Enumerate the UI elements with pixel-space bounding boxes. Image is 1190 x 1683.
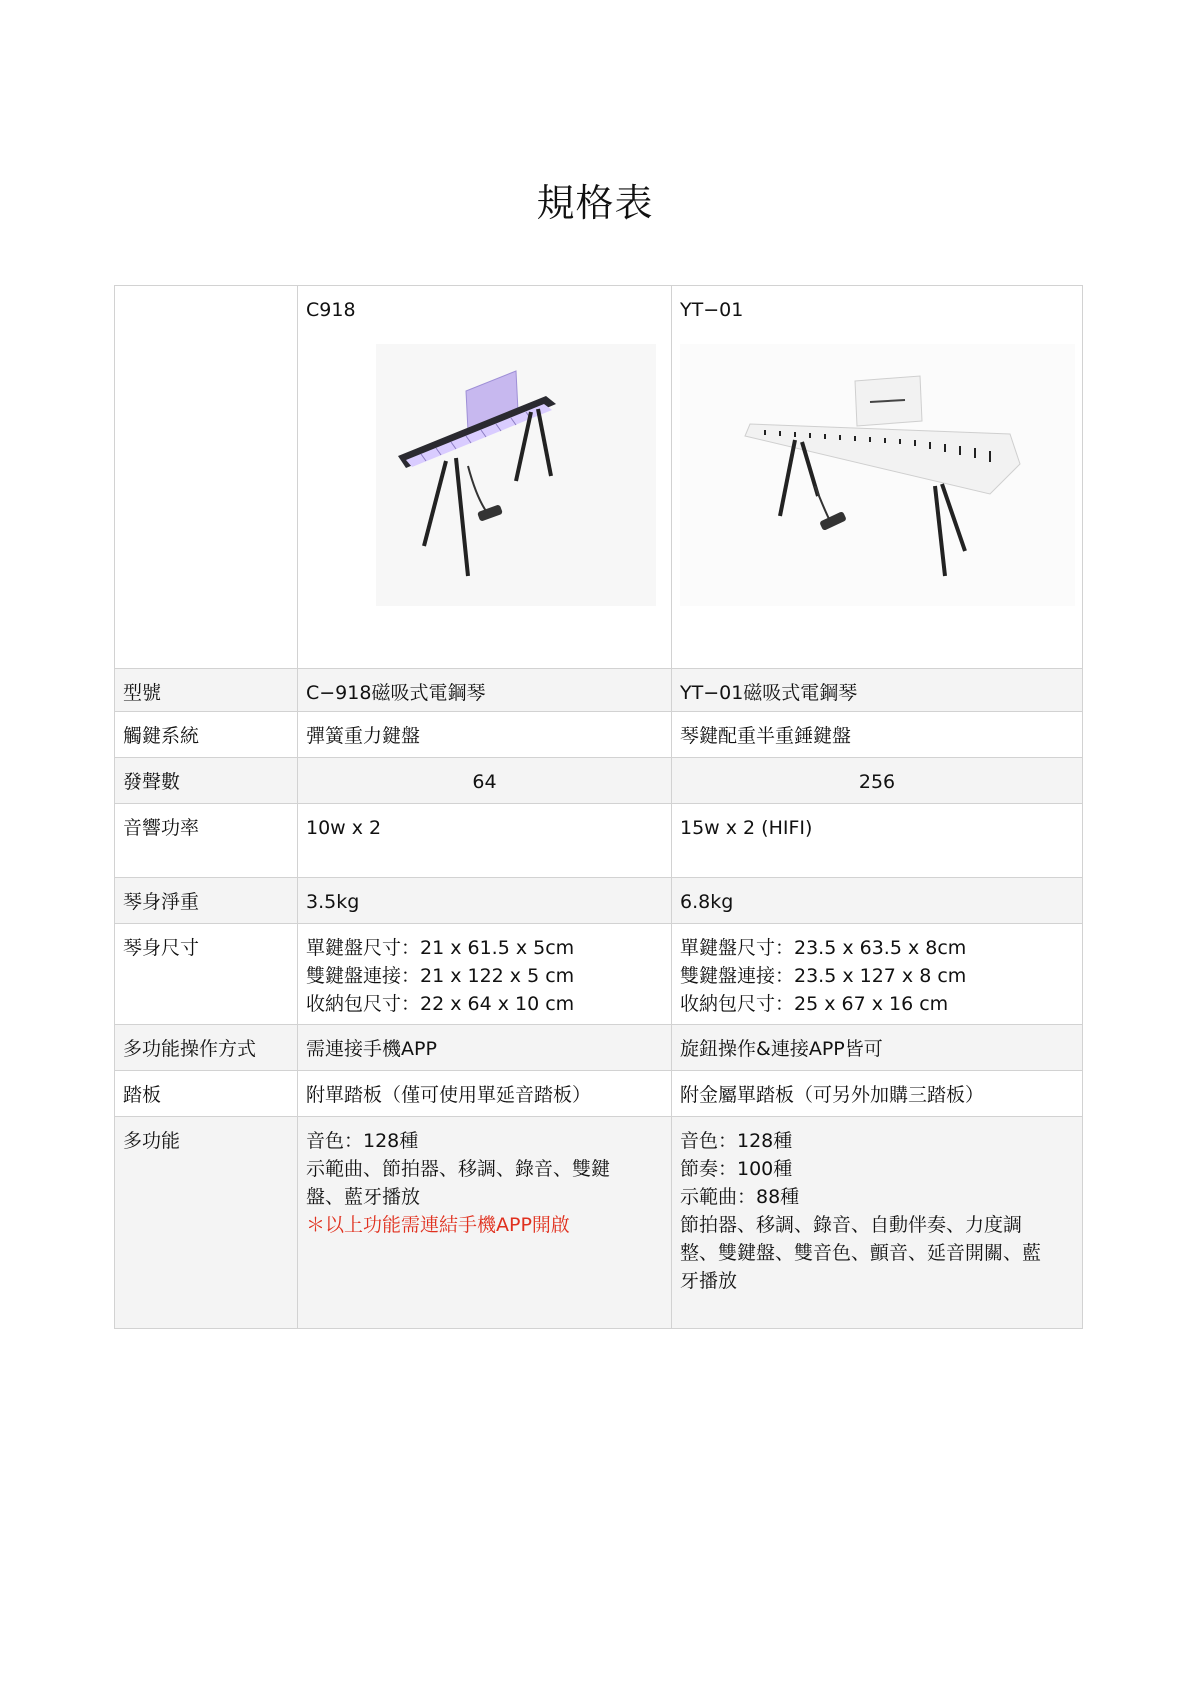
features-b-line: 音色：128種: [680, 1130, 793, 1152]
row-label-features: 多功能: [115, 1117, 298, 1329]
page-title: 規格表: [536, 181, 654, 225]
features-a-line: 音色：128種: [306, 1130, 419, 1152]
model-a-name: C918: [306, 299, 356, 321]
table-row: [115, 924, 1083, 1025]
app-required-note: ＊以上功能需連結手機APP開啟: [306, 1214, 570, 1236]
row-label-weight: 琴身淨重: [115, 878, 298, 924]
cell-operation-b: 旋鈕操作&連接APP皆可: [672, 1025, 1083, 1071]
features-b-line: 節奏：100種: [680, 1158, 793, 1180]
row-label-touch: 觸鍵系統: [115, 712, 298, 758]
table-row: [115, 804, 1083, 878]
cell-speaker-a: 10w x 2: [298, 804, 672, 878]
table-row: [115, 1117, 1083, 1329]
table-row: [115, 1025, 1083, 1071]
cell-operation-a: 需連接手機APP: [298, 1025, 672, 1071]
row-label-pedal: 踏板: [115, 1071, 298, 1117]
cell-model-b: YT−01磁吸式電鋼琴: [672, 669, 1083, 712]
features-b-line: 節拍器、移調、錄音、自動伴奏、力度調: [680, 1214, 1023, 1236]
cell-polyphony-b: 256: [672, 758, 1083, 804]
size-b-line: 收納包尺寸：25 x 67 x 16 cm: [680, 993, 949, 1015]
size-a-line: 單鍵盤尺寸：21 x 61.5 x 5cm: [306, 937, 575, 959]
cell-pedal-b: 附金屬單踏板（可另外加購三踏板）: [672, 1071, 1083, 1117]
cell-touch-a: 彈簧重力鍵盤: [298, 712, 672, 758]
row-label-polyphony: 發聲數: [115, 758, 298, 804]
features-a-line: 盤、藍牙播放: [306, 1186, 421, 1208]
cell-touch-b: 琴鍵配重半重錘鍵盤: [672, 712, 1083, 758]
table-row: [115, 1071, 1083, 1117]
cell-features-b: [672, 1117, 1083, 1329]
header-model-a: [298, 286, 672, 669]
model-b-name: YT−01: [680, 299, 744, 321]
table-row: [115, 669, 1083, 712]
row-label-speaker: 音響功率: [115, 804, 298, 878]
features-b-line: 牙播放: [680, 1270, 738, 1292]
header-model-b: [672, 286, 1083, 669]
cell-weight-a: 3.5kg: [298, 878, 672, 924]
model-b-piano-image: [680, 336, 1074, 616]
spec-table: [114, 285, 1083, 1329]
cell-speaker-b: 15w x 2 (HIFI): [672, 804, 1083, 878]
size-a-line: 雙鍵盤連接：21 x 122 x 5 cm: [306, 965, 575, 987]
features-a-line: 示範曲、節拍器、移調、錄音、雙鍵: [306, 1158, 611, 1180]
table-row: [115, 878, 1083, 924]
table-row: [115, 758, 1083, 804]
size-a-line: 收納包尺寸：22 x 64 x 10 cm: [306, 993, 575, 1015]
row-label-model: 型號: [115, 669, 298, 712]
cell-weight-b: 6.8kg: [672, 878, 1083, 924]
cell-size-b: [672, 924, 1083, 1025]
row-label-size: 琴身尺寸: [115, 924, 298, 1025]
table-row: [115, 712, 1083, 758]
cell-pedal-a: 附單踏板（僅可使用單延音踏板）: [298, 1071, 672, 1117]
size-b-line: 雙鍵盤連接：23.5 x 127 x 8 cm: [680, 965, 967, 987]
features-b-line: 整、雙鍵盤、雙音色、顫音、延音開關、藍: [680, 1242, 1042, 1264]
table-header-row: [115, 286, 1083, 669]
model-a-piano-image: [306, 336, 663, 616]
cell-features-a: [298, 1117, 672, 1329]
cell-polyphony-a: 64: [298, 758, 672, 804]
size-b-line: 單鍵盤尺寸：23.5 x 63.5 x 8cm: [680, 937, 967, 959]
row-label-operation: 多功能操作方式: [115, 1025, 298, 1071]
header-blank-cell: [115, 286, 298, 669]
cell-size-a: [298, 924, 672, 1025]
cell-model-a: C−918磁吸式電鋼琴: [298, 669, 672, 712]
features-b-line: 示範曲：88種: [680, 1186, 800, 1208]
